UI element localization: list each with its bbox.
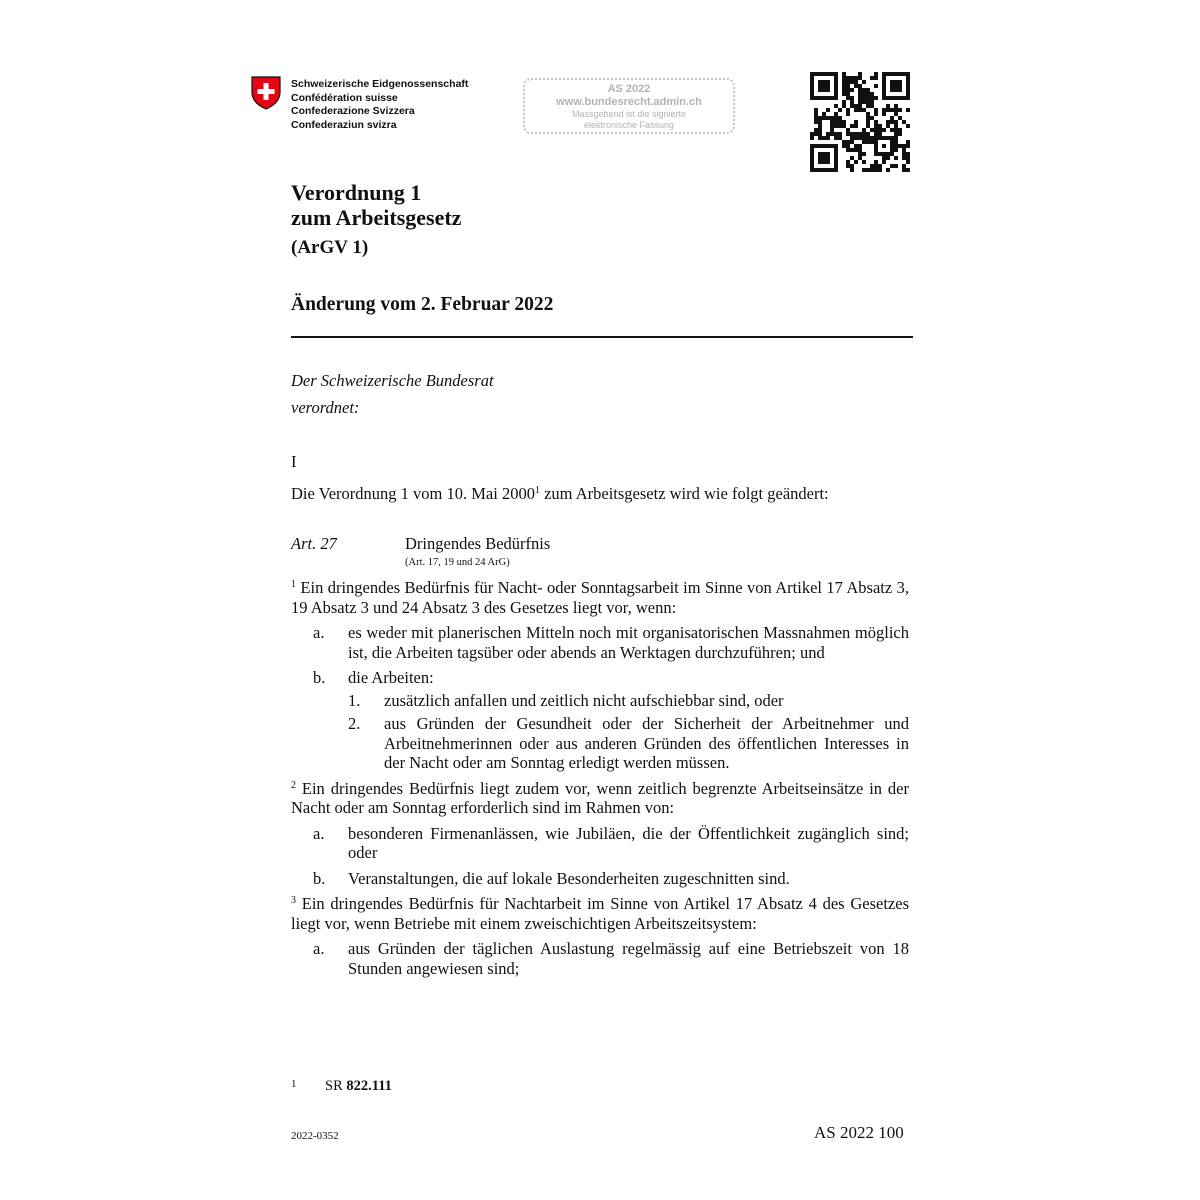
section-intro: [291, 484, 829, 504]
list-item: [291, 623, 909, 662]
title-line-2: zum Arbeitsgesetz: [291, 205, 462, 230]
preamble-verb: verordnet:: [291, 398, 360, 417]
preamble: [291, 367, 494, 421]
list-item-text: besonderen Firmenanlässen, wie Jubiläen, die der Öffentlichkeit zugänglich sind; oder: [348, 823, 909, 862]
paragraph-2: [291, 779, 909, 818]
sub-list-item: [291, 714, 909, 773]
stamp-website: www.bundesrecht.admin.ch: [556, 96, 702, 108]
list-item-text: die Arbeiten:: [348, 668, 434, 687]
article-body: [291, 578, 909, 984]
list-item: [291, 939, 909, 978]
sub-list-item: [291, 691, 909, 711]
issuing-authority: [291, 78, 468, 132]
paragraph-3: [291, 894, 909, 933]
swiss-coat-of-arms-icon: [251, 76, 281, 110]
paragraph-1: [291, 578, 909, 617]
list-item-text: es weder mit planerischen Mitteln noch mit organisatorischen Massnahmen möglich ist, die Arbeiten tagsüber oder abends an Werktagen durchzuführen; und: [348, 623, 909, 662]
list-item-label: b.: [313, 668, 326, 687]
list-item: [291, 869, 909, 889]
intro-text-after: zum Arbeitsgesetz wird wie folgt geändert:: [539, 484, 829, 503]
preamble-authority: Der Schweizerische Bundesrat: [291, 371, 494, 390]
footnote: [291, 1078, 392, 1095]
paragraph-number: 2: [291, 779, 296, 791]
document-title: [291, 180, 461, 230]
title-line-1: Verordnung 1: [291, 180, 422, 205]
intro-text-before: Die Verordnung 1 vom 10. Mai 2000: [291, 484, 535, 503]
paragraph-text: Ein dringendes Bedürfnis für Nachtarbeit im Sinne von Artikel 17 Absatz 4 des Gesetzes liegt vor, wenn Betriebe mit einem zweischichtigen Arbeitszeitsystem:: [291, 894, 909, 933]
list-item: [291, 824, 909, 863]
qr-code-icon: [810, 72, 910, 172]
org-line-fr: Confédération suisse: [291, 91, 398, 104]
list-item: [291, 668, 909, 688]
paragraph-text: Ein dringendes Bedürfnis liegt zudem vor, wenn zeitlich begrenzte Arbeitseinsätze in der Nacht oder am Sonntag erforderlich sind im Rahmen von:: [291, 778, 909, 817]
stamp-note-2: elektronische Fassung: [583, 120, 675, 130]
article-reference: (Art. 17, 19 und 24 ArG): [405, 557, 510, 568]
title-divider: [291, 336, 913, 338]
publication-stamp: [523, 78, 735, 134]
org-line-rm: Confederaziun svizra: [291, 118, 397, 131]
sub-list-item-label: 1.: [348, 690, 361, 710]
paragraph-text: Ein dringendes Bedürfnis für Nacht- oder Sonntagsarbeit im Sinne von Artikel 17 Absatz 3, 19 Absatz 3 und 24 Absatz 3 des Gesetzes liegt vor, wenn:: [291, 578, 909, 617]
paragraph-number: 1: [291, 579, 296, 590]
footnote-number: 1: [291, 1078, 297, 1090]
sub-list-item-text: zusätzlich anfallen und zeitlich nicht aufschiebbar sind, oder: [384, 690, 784, 710]
section-number: I: [291, 452, 297, 471]
list-item-text: Veranstaltungen, die auf lokale Besonderheiten zugeschnitten sind.: [348, 868, 790, 888]
footnote-prefix: SR: [325, 1078, 347, 1094]
stamp-note-1: Massgebend ist die signierte: [571, 109, 687, 119]
sub-list-item-label: 2.: [348, 714, 361, 733]
footnote-ref[interactable]: 1: [534, 485, 540, 496]
article-number: Art. 27: [291, 534, 337, 553]
org-line-it: Confederazione Svizzera: [291, 105, 415, 117]
list-item-label: a.: [313, 823, 325, 843]
org-line-de: Schweizerische Eidgenossenschaft: [291, 78, 469, 90]
sub-list-item-text: aus Gründen der Gesundheit oder der Sicherheit der Arbeitnehmer und Arbeitnehmerinnen oder aus anderen Gründen des öffentlichen Interesses in der Nacht oder am Sonntag erledigt werden müssen.: [384, 714, 909, 772]
stamp-collection: AS 2022: [607, 83, 651, 95]
article-title: Dringendes Bedürfnis: [405, 534, 551, 553]
list-item-label: a.: [313, 939, 325, 958]
list-item-label: b.: [313, 868, 326, 888]
paragraph-number: 3: [291, 895, 296, 906]
list-item-label: a.: [313, 623, 325, 642]
official-collection-number: AS 2022 100: [814, 1123, 904, 1142]
footnote-sr-number: 822.111: [346, 1078, 392, 1094]
title-abbreviation: (ArGV 1): [291, 237, 369, 258]
list-item-text: aus Gründen der täglichen Auslastung regelmässig auf eine Betriebszeit von 18 Stunden angewiesen sind;: [348, 939, 909, 978]
amendment-date: Änderung vom 2. Februar 2022: [291, 294, 554, 315]
document-number: 2022-0352: [291, 1130, 339, 1142]
sub-list: [291, 691, 909, 773]
